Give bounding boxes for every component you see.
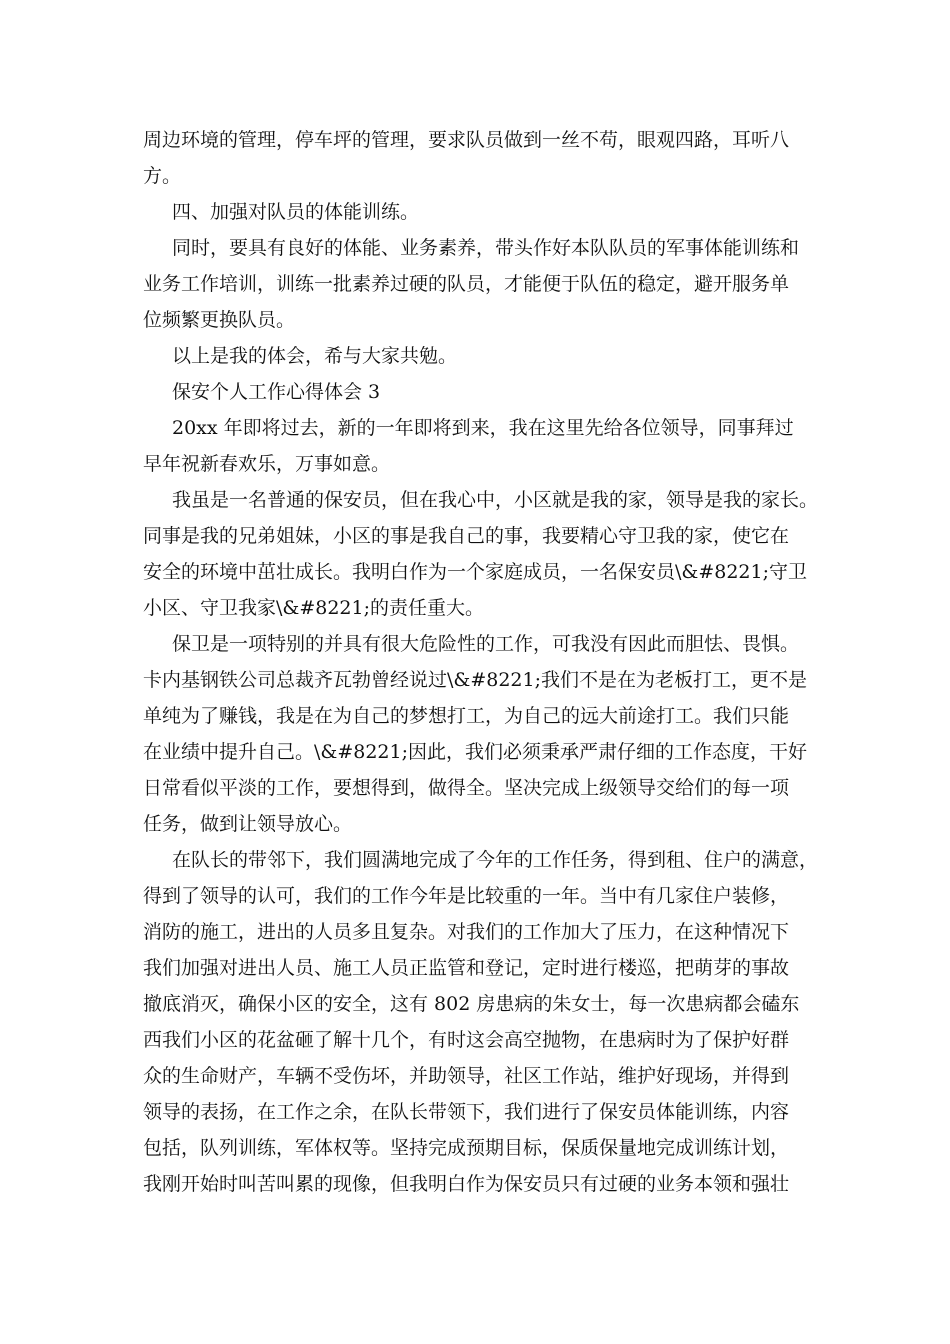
text-line: 以上是我的体会，希与大家共勉。 — [172, 345, 458, 367]
text-line: 日常看似平淡的工作，要想得到，做得全。坚决完成上级领导交给们的每一项 — [143, 777, 790, 799]
text-line: 领导的表扬，在工作之余，在队长带领下，我们进行了保安员体能训练，内容 — [143, 1101, 790, 1123]
text-line: 我虽是一名普通的保安员，但在我心中，小区就是我的家，领导是我的家长。 — [172, 489, 819, 511]
text-line: 包括，队列训练，军体权等。坚持完成预期目标，保质保量地完成训练计划， — [143, 1137, 790, 1159]
text-line: 位频繁更换队员。 — [143, 309, 296, 331]
text-line: 保卫是一项特别的并具有很大危险性的工作，可我没有因此而胆怯、畏惧。 — [172, 633, 800, 655]
text-line: 同时，要具有良好的体能、业务素养，带头作好本队队员的军事体能训练和 — [172, 237, 800, 259]
text-line: 安全的环境中茁壮成长。我明白作为一个家庭成员，一名保安员\&#8221;守卫 — [143, 561, 807, 583]
text-line: 同事是我的兄弟姐妹，小区的事是我自己的事，我要精心守卫我的家，使它在 — [143, 525, 790, 547]
text-line: 方。 — [143, 165, 182, 187]
text-line: 在队长的带邻下，我们圆满地完成了今年的工作任务，得到租、住户的满意， — [172, 849, 819, 871]
text-line: 撤底消灭，确保小区的安全，这有 802 房患病的朱女士，每一次患病都会磕东 — [143, 993, 800, 1015]
text-line: 单纯为了赚钱，我是在为自己的梦想打工，为自己的远大前途打工。我们只能 — [143, 705, 790, 727]
text-line: 在业绩中提升自己。\&#8221;因此，我们必须秉承严肃仔细的工作态度，干好 — [143, 741, 807, 763]
text-line: 消防的施工，进出的人员多且复杂。对我们的工作加大了压力，在这种情况下 — [143, 921, 790, 943]
text-line: 四、加强对队员的体能训练。 — [172, 201, 420, 223]
text-line: 保安个人工作心得体会 3 — [172, 381, 381, 403]
document-body — [0, 122, 950, 1202]
text-line: 小区、守卫我家\&#8221;的责任重大。 — [143, 597, 484, 619]
text-line: 西我们小区的花盆砸了解十几个，有时这会高空抛物，在患病时为了保护好群 — [143, 1029, 790, 1051]
text-line: 卡内基钢铁公司总裁齐瓦勃曾经说过\&#8221;我们不是在为老板打工，更不是 — [143, 669, 807, 691]
text-line: 周边环境的管理，停车坪的管理，要求队员做到一丝不苟，眼观四路，耳听八 — [143, 129, 790, 151]
text-line: 业务工作培训，训练一批素养过硬的队员，才能便于队伍的稳定，避开服务单 — [143, 273, 790, 295]
text-line: 任务，做到让领导放心。 — [143, 813, 353, 835]
text-line: 20xx 年即将过去，新的一年即将到来，我在这里先给各位领导，同事拜过 — [172, 417, 794, 439]
text-line: 我刚开始时叫苦叫累的现像，但我明白作为保安员只有过硬的业务本领和强壮 — [143, 1173, 790, 1195]
text-line: 得到了领导的认可，我们的工作今年是比较重的一年。当中有几家住户装修， — [143, 885, 790, 907]
text-line: 众的生命财产，车辆不受伤坏，并助领导，社区工作站，维护好现场，并得到 — [143, 1065, 790, 1087]
text-line: 我们加强对进出人员、施工人员正监管和登记，定时进行楼巡，把萌芽的事故 — [143, 957, 790, 979]
text-line: 早年祝新春欢乐，万事如意。 — [143, 453, 391, 475]
